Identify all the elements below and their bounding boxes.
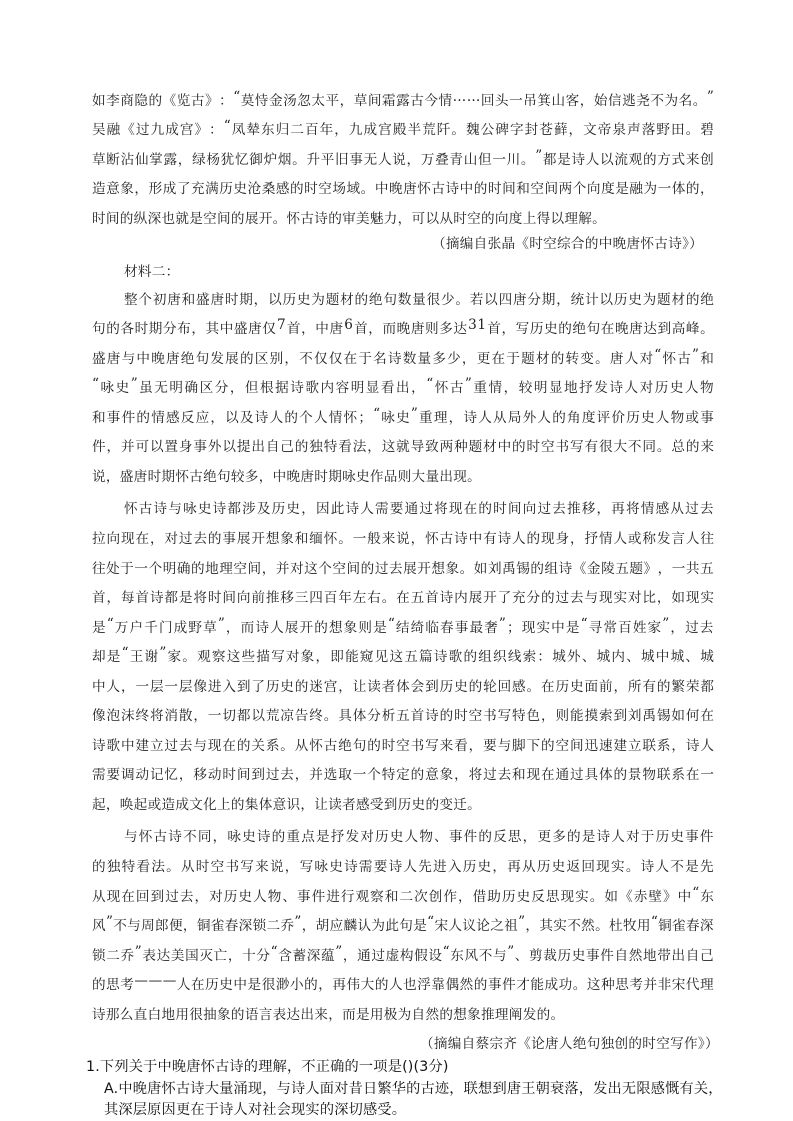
text-line: 的 思 考 — — — 人 在 历 史 中 是 很 渺 小 的 ， 再 伟 大 的 人 也 浮 靠 偶 然 的 事 件 才 能 成 功 。 这 种 思 考 并 非 宋 代 理 bbox=[92, 973, 714, 993]
option-a: A.中晚唐怀古诗大量涌现，与诗人面对昔日繁华的古迹，联想到唐王朝衰落，发出无限感慨有关， bbox=[104, 1081, 723, 1097]
text-line: “ 咏 史 ” 虽 无 明 确 区 分 ， 但 根 据 诗 歌 内 容 明 显 看 出 ， “ 怀 古 ” 重 情 ， 较 明 显 地 抒 发 诗 人 对 历 史 人 物 bbox=[92, 376, 714, 396]
text-line: 句 的 各 时 期 分 布 ， 其 中 盛 唐 仅 7 首 ， 中 唐 6 首 ， 而 晚 唐 则 多 达 3 1 首 ， 写 历 史 的 绝 句 在 晚 唐 达 到 高 峰 。 bbox=[92, 317, 714, 337]
text-line: 是 “ 万 户 千 门 成 野 草 ” ， 而 诗 人 展 开 的 想 象 则 是 “ 结 绮 临 春 事 最 奢 ” ； 现 实 中 是 “ 寻 常 百 姓 家 ” ， 过 去 bbox=[92, 616, 714, 636]
text-line: 整 个 初 唐 和 盛 唐 时 期 ， 以 历 史 为 题 材 的 绝 句 数 量 很 少 。 若 以 四 唐 分 期 ， 统 计 以 历 史 为 题 材 的 绝 bbox=[124, 292, 714, 308]
text-line: 风 ” 不 与 周 郎 便 ， 铜 雀 春 深 锁 二 乔 ” ， 胡 应 麟 认 为 此 句 是 “ 宋 人 议 论 之 祖 ” ， 其 实 不 然 。 杜 牧 用 “ 铜 雀 春 深 bbox=[92, 914, 714, 934]
text-line: 说，盛唐时期怀古绝句较多，中晚唐时期咏史作品则大量出现。 bbox=[92, 469, 482, 485]
text-line: 草 断 沾 仙 掌 露 ， 绿 杨 犹 忆 御 炉 烟 。 升 平 旧 事 无 人 说 ， 万 叠 青 山 但 一 川 。 ” 都 是 诗 人 以 流 观 的 方 式 来 创 bbox=[92, 148, 714, 168]
text-line: 首 ， 每 首 诗 都 是 将 时 间 向 前 推 移 三 四 百 年 左 右 。 在 五 首 诗 内 展 开 了 充 分 的 过 去 与 现 实 对 比 ， 如 现 实 bbox=[92, 590, 714, 606]
text-line: 却 是 “ 王 谢 ” 家 。 观 察 这 些 描 写 对 象 ， 即 能 窥 见 这 五 篇 诗 歌 的 组 织 线 索 ： 城 外 、 城 内 、 城 中 城 、 城 bbox=[92, 645, 714, 665]
text-line: 从 现 在 回 到 过 去 ， 对 历 史 人 物 、 事 件 进 行 观 察 和 二 次 创 作 ， 借 助 历 史 反 思 现 实 。 如 《 赤 壁 》 中 “ 东 bbox=[92, 885, 714, 905]
text-line: 件 ， 并 可 以 置 身 事 外 以 提 出 自 己 的 独 特 看 法 ， 这 就 导 致 两 种 题 材 中 的 时 空 书 写 有 很 大 不 同 。 总 的 来 bbox=[92, 439, 714, 455]
source-citation: （摘编自蔡宗齐《论唐人绝句独创的时空写作》） bbox=[420, 1036, 719, 1052]
text-line: 起，唤起或造成文化上的集体意识，让读者感受到历史的变迁。 bbox=[92, 797, 482, 813]
text-line: 像 泡 沫 终 将 消 散 ， 一 切 都 以 荒 凉 告 终 。 具 体 分 析 五 首 诗 的 时 空 书 写 特 色 ， 则 能 摸 索 到 刘 禹 锡 如 何 在 bbox=[92, 708, 714, 724]
text-line: 时间的纵深也就是空间的展开。怀古诗的审美魅力，可以从时空的向度上得以理解。 bbox=[92, 211, 607, 227]
question-stem: 1.下列关于中晚唐怀古诗的理解，不正确的一项是()(3分) bbox=[86, 1059, 449, 1075]
text-line: 锁 二 乔 ” 表 达 美 国 灭 亡 ， 十 分 “ 含 蓄 深 蕴 ” ， 通 过 虚 构 假 设 “ 东 风 不 与 ” 、 剪 裁 历 史 事 件 自 然 地 带 出 自 己 bbox=[92, 944, 714, 964]
text-line: 诗那么直白地用很抽象的语言表达出来，而是用极为自然的想象推理阐发的。 bbox=[92, 1007, 565, 1023]
text-line: 需 要 调 动 记 忆 ， 移 动 时 间 到 过 去 ， 并 选 取 一 个 特 定 的 意 象 ， 将 过 去 和 现 在 通 过 具 体 的 景 物 联 系 在 一 bbox=[92, 767, 714, 783]
text-line: 与 怀 古 诗 不 同 ， 咏 史 诗 的 重 点 是 抒 发 对 历 史 人 物 、 事 件 的 反 思 ， 更 多 的 是 诗 人 对 于 历 史 事 件 bbox=[124, 829, 714, 845]
text-line: 拉 向 现 在 ， 对 过 去 的 事 展 开 想 象 和 缅 怀 。 一 般 来 说 ， 怀 古 诗 中 有 诗 人 的 现 身 ， 抒 情 人 或 称 发 言 人 往 bbox=[92, 531, 714, 547]
text-line: 造 意 象 ， 形 成 了 充 满 历 史 沧 桑 感 的 时 空 场 域 。 中 晚 唐 怀 古 诗 中 的 时 间 和 空 间 两 个 向 度 是 融 为 一 体 的 ， bbox=[92, 181, 714, 197]
source-citation: （摘编自张晶《时空综合的中晚唐怀古诗》） bbox=[432, 236, 704, 252]
text-line: 中 人 ， 一 层 一 层 像 进 入 到 了 历 史 的 迷 宫 ， 让 读 者 体 会 到 历 史 的 轮 回 感 。 在 历 史 面 前 ， 所 有 的 繁 荣 都 bbox=[92, 679, 714, 695]
text-line: 和 事 件 的 情 感 反 应 ， 以 及 诗 人 的 个 人 情 怀 ； “ 咏 史 ” 重 理 ， 诗 人 从 局 外 人 的 角 度 评 价 历 史 人 物 或 事 bbox=[92, 406, 714, 426]
text-line: 往 处 于 一 个 明 确 的 地 理 空 间 ， 并 对 这 个 空 间 的 过 去 展 开 想 象 。 如 刘 禹 锡 的 组 诗 《 金 陵 五 题 》 ， 一 共 五 bbox=[92, 561, 714, 577]
option-a-continued: 其深层原因更在于诗人对社会现实的深切感受。 bbox=[104, 1102, 407, 1118]
text-line: 如 李 商 隐 的 《 览 古 》 ： “ 莫 恃 金 汤 忽 太 平 ， 草 间 霜 露 古 今 情 … … 回 头 一 吊 箕 山 客 ， 始 信 逃 尧 不 为 名 。 ” bbox=[92, 89, 714, 109]
text-line: 吴 融 《 过 九 成 宫 》 ： “ 凤 辇 东 归 二 百 年 ， 九 成 宫 殿 半 荒 阡 。 魏 公 碑 字 封 苍 藓 ， 文 帝 泉 声 落 野 田 。 碧 bbox=[92, 118, 714, 138]
text-line: 的 独 特 看 法 。 从 时 空 书 写 来 说 ， 写 咏 史 诗 需 要 诗 人 先 进 入 历 史 ， 再 从 历 史 返 回 现 实 。 诗 人 不 是 先 bbox=[92, 859, 714, 875]
material-label: 材料二： bbox=[124, 264, 180, 280]
text-line: 怀 古 诗 与 咏 史 诗 都 涉 及 历 史 ， 因 此 诗 人 需 要 通 过 将 现 在 的 时 间 向 过 去 推 移 ， 再 将 情 感 从 过 去 bbox=[124, 501, 714, 517]
text-line: 盛 唐 与 中 晚 唐 绝 句 发 展 的 区 别 ， 不 仅 仅 在 于 名 诗 数 量 多 少 ， 更 在 于 题 材 的 转 变 。 唐 人 对 “ 怀 古 ” 和 bbox=[92, 347, 714, 367]
text-line: 诗 歌 中 建 立 过 去 与 现 在 的 关 系 。 从 怀 古 绝 句 的 时 空 书 写 来 看 ， 要 与 脚 下 的 空 间 迅 速 建 立 联 系 ， 诗 人 bbox=[92, 738, 714, 754]
